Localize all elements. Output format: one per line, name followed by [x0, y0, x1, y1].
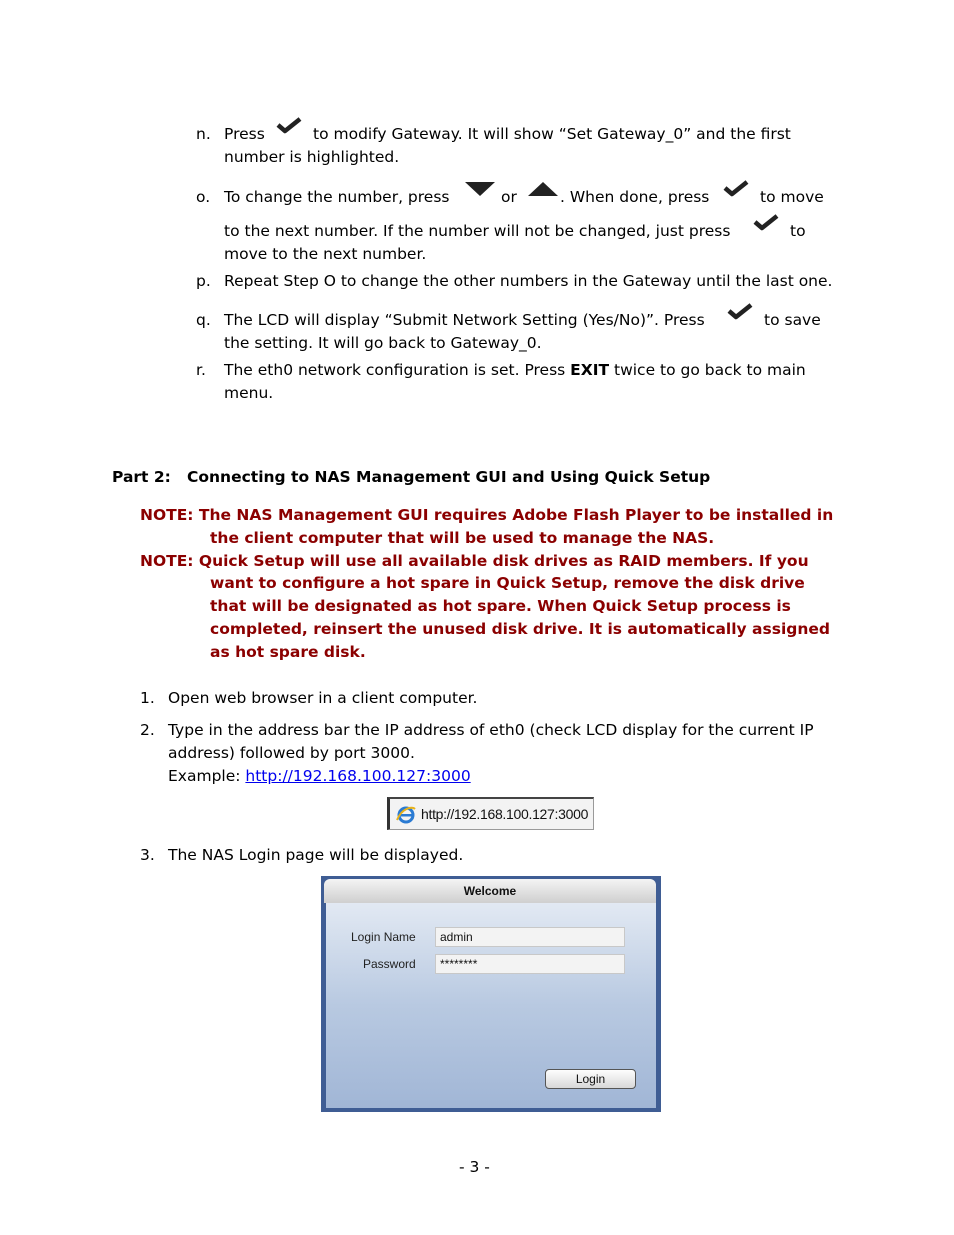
note-text: completed, reinsert the unused disk drive. It is automatically assigned [210, 620, 831, 638]
step-label: p. [196, 272, 211, 290]
check-icon [753, 214, 779, 232]
note-text: want to configure a hot spare in Quick Setup, remove the disk drive [210, 574, 805, 592]
check-icon [723, 180, 749, 198]
note-text: as hot spare disk. [210, 643, 366, 661]
step-text: Type in the address bar the IP address of eth0 (check LCD display for the current IP [168, 721, 814, 739]
login-name-input[interactable] [435, 927, 625, 947]
step-text: The LCD will display “Submit Network Setting (Yes/No)”. Press [224, 311, 705, 329]
ie-icon [396, 806, 416, 824]
step-text: . When done, press [560, 188, 710, 206]
check-icon [276, 117, 302, 135]
step-text: Repeat Step O to change the other numbers in the Gateway until the last one. [224, 272, 833, 290]
section-title: Connecting to NAS Management GUI and Using Quick Setup [187, 468, 711, 486]
login-form [326, 903, 656, 1108]
note-text: NOTE: The NAS Management GUI requires Adobe Flash Player to be installed in [140, 506, 834, 524]
step-text: The eth0 network configuration is set. Press EXIT twice to go back to main [224, 361, 806, 379]
window-title: Welcome [324, 879, 656, 903]
step-text: to modify Gateway. It will show “Set Gateway_0” and the first [313, 125, 791, 143]
step-text: the setting. It will go back to Gateway_0. [224, 334, 542, 352]
step-label: o. [196, 188, 211, 206]
step-text: to [790, 222, 806, 240]
nas-login-window [321, 876, 661, 1112]
password-input[interactable]: ******** [435, 954, 625, 974]
part-label: Part 2: [112, 468, 171, 486]
step-label: q. [196, 311, 211, 329]
example-line [168, 766, 471, 786]
step-label: 3. [140, 846, 155, 864]
note-text: that will be designated as hot spare. When Quick Setup process is [210, 597, 791, 615]
step-text: to the next number. If the number will not be changed, just press [224, 222, 731, 240]
note-text: the client computer that will be used to manage the NAS. [210, 529, 715, 547]
exit-key: EXIT [570, 361, 610, 379]
example-url-link[interactable]: http://192.168.100.127:3000 [245, 767, 471, 785]
step-text: to save [764, 311, 821, 329]
step-text: number is highlighted. [224, 148, 400, 166]
step-text: move to the next number. [224, 245, 427, 263]
arrow-down-icon [464, 180, 496, 198]
step-text: The NAS Login page will be displayed. [168, 846, 464, 864]
step-label: r. [196, 361, 206, 379]
example-label: Example: [168, 767, 246, 785]
step-text: or [501, 188, 517, 206]
address-bar-url: http://192.168.100.127:3000 [421, 806, 589, 822]
step-label: 1. [140, 689, 155, 707]
step-label: 2. [140, 721, 155, 739]
step-text: address) followed by port 3000. [168, 744, 415, 762]
note-text: NOTE: Quick Setup will use all available disk drives as RAID members. If you [140, 552, 809, 570]
check-icon [727, 303, 753, 321]
login-name-label: Login Name [351, 930, 416, 944]
step-text: To change the number, press [224, 188, 450, 206]
login-button[interactable]: Login [545, 1069, 636, 1089]
step-text: Open web browser in a client computer. [168, 689, 478, 707]
step-text: to move [760, 188, 824, 206]
arrow-up-icon [527, 180, 559, 198]
step-label: n. [196, 125, 211, 143]
password-label: Password [363, 957, 416, 971]
address-bar-image [387, 797, 594, 830]
step-text: Press [224, 125, 265, 143]
step-text: menu. [224, 384, 274, 402]
page-number: - 3 - [459, 1158, 490, 1176]
